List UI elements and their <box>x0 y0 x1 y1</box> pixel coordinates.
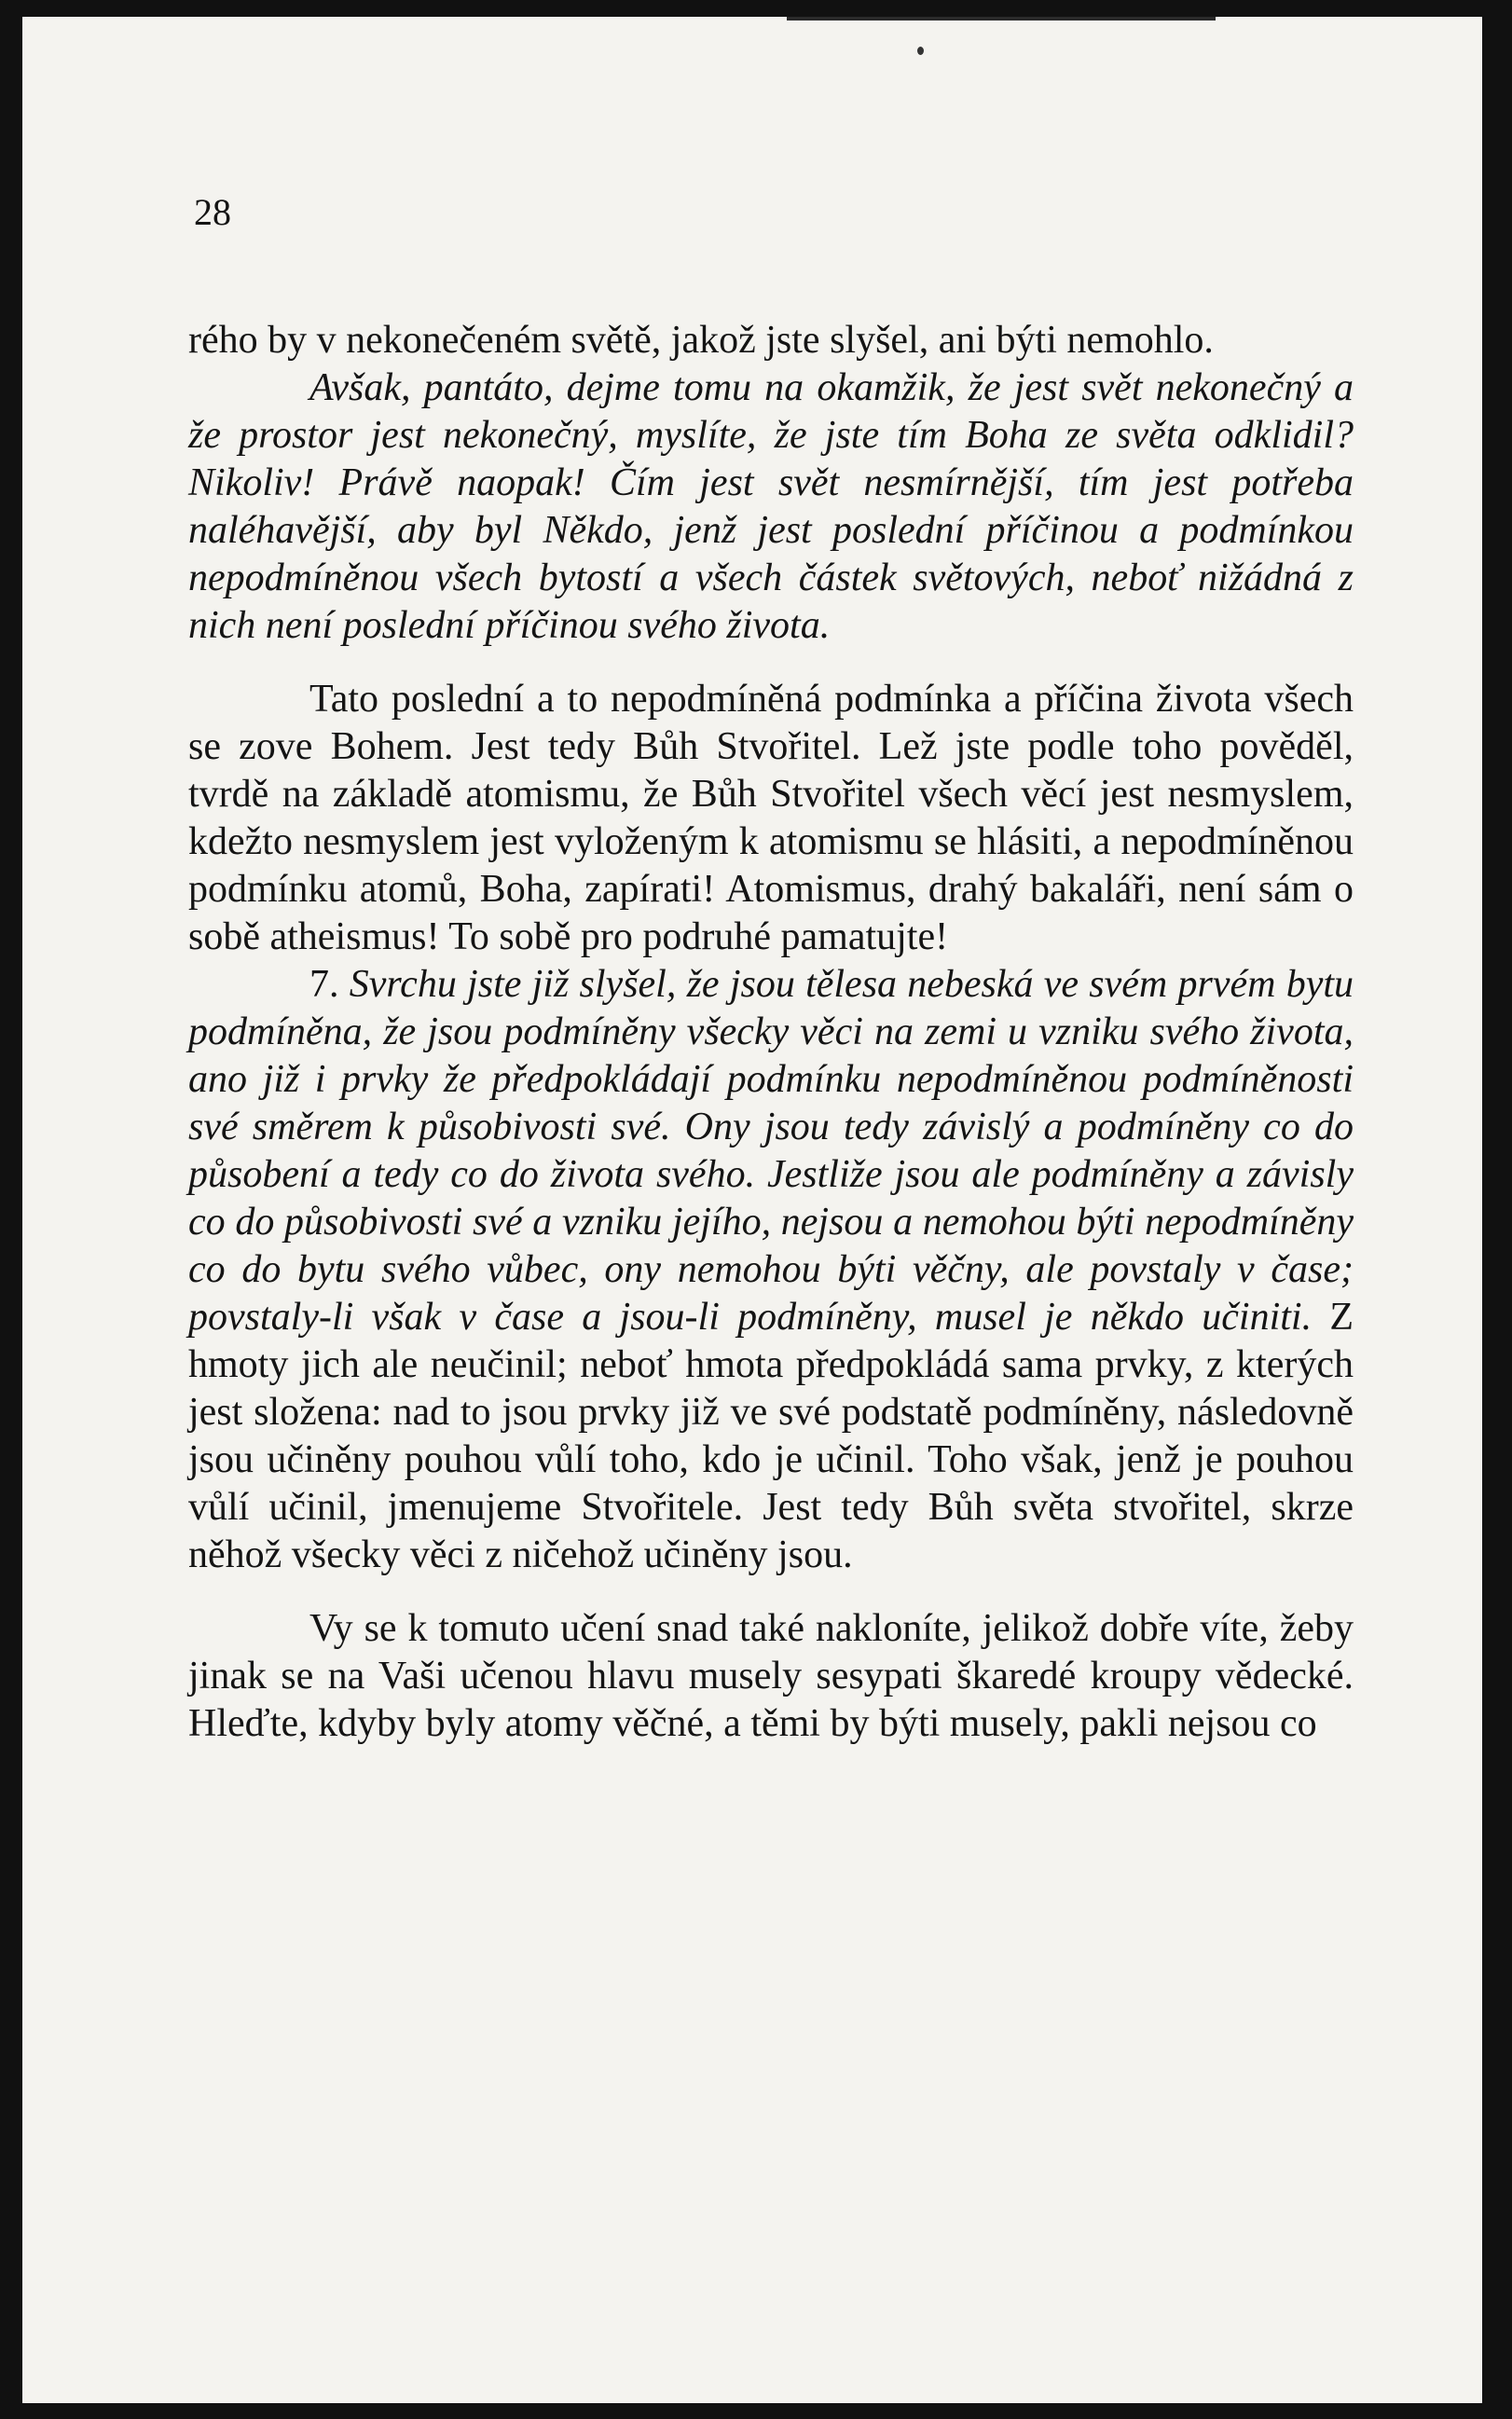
paragraph-creator: Tato poslední a to nepodmíněná podmínka a příčina života všech se zove Bohem. Jest tedy Bůh Stvořitel. Lež jste podle toho pověděl, tvrdě na základě atomismu, že Bůh Stvořitel všech věcí jest nesmyslem, kdežto nesmyslem jest vyloženým k atomismu se hlásiti, a nepodmíněnou podmínku atomů, Boha, zapírati! Atomismus, drahý bakaláři, není sám o sobě atheismus! To sobě pro podruhé pamatujte! <box>188 678 1354 958</box>
paragraph-continuation: rého by v nekonečeném světě, jakož jste slyšel, ani býti nemohlo. <box>188 319 1214 362</box>
print-speck <box>917 47 924 55</box>
paragraph-italic-argument: Avšak, pantáto, dejme tomu na okamžik, že jest svět nekonečný a že prostor jest nekonečný, myslíte, že jste tím Boha ze světa odklidil? Nikoliv! Právě naopak! Čím jest svět nesmírnější, tím jest potřeba naléhavější, aby byl Někdo, jenž jest poslední příčinou a podmínkou nepodmíněnou všech bytostí a všech částek světových, neboť nižádná z nich není poslední příčinou svého života. <box>188 366 1354 647</box>
section-italic-text: Svrchu jste již slyšel, že jsou tělesa nebeská ve svém prvém bytu podmíněna, že jsou podmíněny všecky věci na zemi u vzniku svého života, ano již i prvky že předpokládají podmínku nepodmíněnou podmíněnosti své směrem k působivosti své. Ony jsou tedy závislý a podmíněny co do působení a tedy co do života svého. Jestliže jsou ale podmíněny a závisly co do působivosti své a vzniku jejího, nejsou a nemohou býti nepodmíněny co do bytu svého vůbec, ony nemohou býti věčny, ale povstaly v čase; povstaly-li však v čase a jsou-li podmíněny, musel je někdo učiniti. <box>188 963 1354 1339</box>
paragraph-section-7 <box>188 961 1354 1579</box>
section-number: 7. <box>309 963 339 1006</box>
body-text <box>188 317 1354 1748</box>
book-page <box>22 17 1482 2403</box>
paragraph-closing: Vy se k tomuto učení snad také nakloníte, jelikož dobře víte, žeby jinak se na Vaši učenou hlavu musely sesypati škaredé kroupy vědecké. Hleďte, kdyby byly atomy věčné, a těmi by býti musely, pakli nejsou co <box>188 1607 1354 1745</box>
section-roman-text: Z hmoty jich ale neučinil; neboť hmota předpokládá sama prvky, z kterých jest složena: nad to jsou prvky již ve své podstatě podmíněny, následovně jsou učiněny pouhou vůlí toho, kdo je učinil. Toho však, jenž je pouhou vůlí učinil, jmenujeme Stvořitele. Jest tedy Bůh světa stvořitel, skrze něhož všecky věci z ničehož učiněny jsou. <box>188 1296 1354 1576</box>
page-number: 28 <box>194 191 231 233</box>
top-edge-rule <box>787 17 1216 21</box>
